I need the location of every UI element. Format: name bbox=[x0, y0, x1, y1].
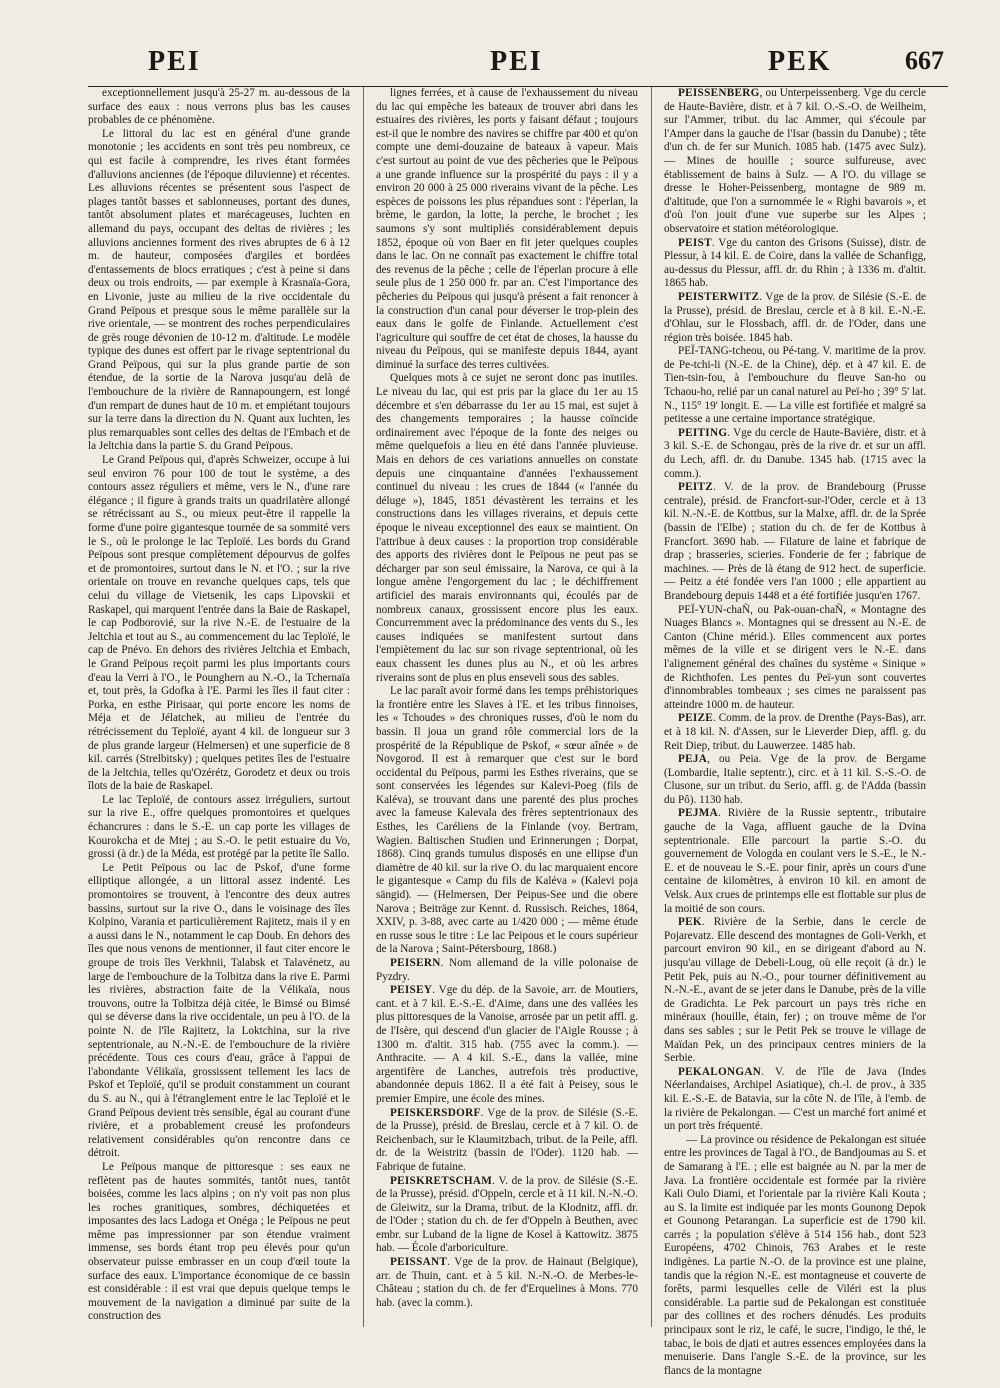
entry-peisern: PEISERN. Nom allemand de la ville polonaise de Pyzdry. bbox=[376, 957, 638, 983]
entry-headword: PEIZE bbox=[678, 712, 714, 725]
text-column-right bbox=[664, 87, 926, 1377]
entry-peja: PEJA, ou Peia. Vge de la prov. de Bergame (Lombardie, Italie septentr.), circ. et à 11 kil. S.-S.-O. de Clusone, sur un tribut. du Serio, affl. g. de l'Adda (bassin du Pô). 1130 hab. bbox=[664, 753, 926, 806]
entry-peisey: PEISEY. Vge du dép. de la Savoie, arr. de Moutiers, cant. et à 7 kil. E.-S.-E. d'Aime, dans une des vallées les plus pittoresques de la Vanoise, arrosée par un petit affl. g. de l'Isère, qui descend d'un glacier de l'Aigle Rousse ; à 1300 m. d'altit. 315 hab. (755 avec la comm.). — Anthracite. — A 4 kil. S.-E., dans la vallée, mine argentifère de Lanches, autrefois très productive, abandonnée depuis 1862. Il a été fait à Peisey, sous le premier Empire, une école des mines. bbox=[376, 984, 638, 1105]
paragraph: Le littoral du lac est en général d'une grande monotonie ; les accidents en sont très peu nombreux, ce qui est facile à comprendre, les rives étant formées d'alluvions anciennes (de l'époque diluvienne) et récentes. Les alluvions récentes se présentent sous l'aspect de plages tantôt basses et sablonneuses, portant des dunes, tantôt absolument plates et marécageuses, luchten en allemand du pays, occupant des deltas de rivières ; les alluvions anciennes forment des rives abruptes de 6 à 12 m. de hauteur, composées d'argiles et bordées d'entassements de blocs erratiques ; c'est à peine si dans deux ou trois endroits, — par exemple à Krasnaïa-Gora, en Livonie, juste au milieu de la rive occidentale du Grand Peïpous et presque sous le même parallèle sur la rive orientale, — se montrent des roches perpendiculaires de grès rouge dévonien de 10-12 m. d'altitude. Le modèle typique des dunes est offert par le rivage septentrional du Grand Peïpous, qui sur la plus grande partie de son étendue, de la sortie de la Narova jusqu'au delà de l'embouchure de la rivière de Rannapoungern, est longé d'un rempart de dunes haut de 10 m. et empiétant toujours sur la terre dans la direction du N. Quant aux luchten, les plus remarquables sont celles des deltas de l'Embach et de la Jeltchia dans la partie S. du Grand Peïpous. bbox=[88, 127, 350, 453]
entry-headword: PEJMA bbox=[678, 807, 719, 820]
paragraph: Le lac Teploïé, de contours assez irréguliers, surtout sur la rive E., offre quelques promontoires et quelques échancrures : dans le S.-E. un cap porte les villages de Kourokcha et de Mtej ; au S.-O. le petit estuaire du Vo, grossi (à dr.) de la Méda, est protégé par la petite île Sallo. bbox=[88, 793, 350, 861]
text-column-middle bbox=[376, 87, 638, 1327]
running-head-left: PEI bbox=[148, 46, 201, 77]
entry-peitz: PEITZ. V. de la prov. de Brandebourg (Prusse centrale), présid. de Francfort-sur-l'Oder, cercle et à 13 kil. N.-N.-E. de Kottbus, sur la Malxe, affl. dr. de la Sprée (bassin de l'Elbe) ; station du ch. de fer de Kottbus à Francfort. 3690 hab. — Filature de laine et fabrique de drap ; brasseries, scieries. Fonderie de fer ; fabrique de machines. — Près de là étang de 912 hect. de superficie. — Peitz a été fondée vers l'an 1000 ; elle appartient au Brandebourg depuis 1448 et a été fortifiée jusqu'en 1767. bbox=[664, 481, 926, 602]
entry-peist: PEIST. Vge du canton des Grisons (Suisse), distr. de Plessur, à 14 kil. E. de Coire, dans la vallée de Schanfigg, au-dessus du Plessur, affl. dr. du Rhin ; à 1336 m. d'altit. 1865 hab. bbox=[664, 236, 926, 290]
entry-headword: PEJA bbox=[678, 753, 708, 766]
entry-headword: PEISEY bbox=[390, 984, 433, 997]
running-head-center: PEI bbox=[490, 46, 543, 77]
entry-pekalongan-province: — La province ou résidence de Pekalongan est située entre les provinces de Tagal à l'O., de Bandjoumas au S. et de Samarang à l'E. ; elle est baignée au N. par la mer de Java. La frontière occidentale est formée par la rivière Kali Oulo Diami, et l'orientale par la rivière Kali Kouta ; au S. la limite est indiquée par les monts Gounong Depok et Gounong Petarangan. La superficie est de 1790 kil. carrés ; la population s'élève à 514 156 hab., dont 523 Européens, 4702 Chinois, 763 Arabes et le reste indigènes. La partie N.-O. de la province est une plaine, tandis que la région N.-E. est montagneuse et couverte de forêts, parmi lesquelles celle de Viléri est la plus considérable. La partie sud de Pekalongan est constituée par des collines et des rochers dénudés. Les produits principaux sont le riz, le café, le sucre, l'indigo, le thé, le tabac, le bois de djati et autres essences employées dans la menuiserie. Dans l'angle S.-E. de la province, sur les flancs de la montagne bbox=[664, 1133, 926, 1377]
entry-peiting: PEITING. Vge du cercle de Haute-Bavière, distr. et à 3 kil. S.-E. de Schongau, près de la rive dr. et sur un affl. du Lech, affl. dr. du Danube. 1345 hab. (1715 avec la comm.). bbox=[664, 426, 926, 480]
entry-headword: PEITZ bbox=[678, 481, 714, 494]
paragraph: Le Peïpous manque de pittoresque : ses eaux ne reflètent pas de hautes sommités, tantôt nues, tantôt boisées, comme les lacs alpins ; on n'y voit pas non plus les roches granitiques, sombres, déchiquetées et imposantes des lacs Ladoga et Onéga ; le Peïpous ne peut même pas impressionner par son étendue vraiment immense, ses bords étant trop peu élevés pour qu'un observateur puisse embrasser en un coup d'œil toute la surface des eaux. L'importance économique de ce bassin est considérable : il est vrai que depuis quelque temps le mouvement de la navigation a diminué par suite de la construction des bbox=[88, 1160, 350, 1323]
entry-headword: PEK bbox=[678, 916, 702, 929]
entry-peiskersdorf: PEISKERSDORF. Vge de la prov. de Silésie (S.-E. de la Prusse), présid. de Breslau, cercle et à 7 kil. O. de Reichenbach, sur le Klaumitzbach, tribut. de la Peile, affl. dr. de la Weistritz (bassin de l'Oder). 1120 hab. — Fabrique de futaine. bbox=[376, 1106, 638, 1173]
paragraph: exceptionnellement jusqu'à 25-27 m. au-dessous de la surface des eaux : nous verrons plus bas les causes probables de ce phénomène. bbox=[88, 87, 350, 127]
column-divider bbox=[651, 87, 652, 1327]
entry-pek: PEK. Rivière de la Serbie, dans le cercle de Pojarevatz. Elle descend des montagnes de Goli-Verkh, et parcourt environ 90 kil., en se dirigeant d'abord au N. jusqu'au village de Debeli-Loug, où elle reçoit (à dr.) le Petit Pek, puis au N.-O., pour tourner définitivement au N.-N.-E., avant de se jeter dans le Danube, près de la ville de Gradichta. Le Pek parcourt un pays très riche en minéraux (houille, étain, fer) ; on trouve même de l'or dans ses sables ; sur le Petit Pek se trouve le village de Maïdan Pek, un des principaux centres miniers de la Serbie. bbox=[664, 916, 926, 1065]
entry-headword: PEISERN bbox=[390, 957, 441, 969]
paragraph: Le Grand Peïpous qui, d'après Schweizer, occupe à lui seul environ 76 pour 100 de tout le système, a des contours assez réguliers et même, vers le N., d'une rare élégance ; il figure à grands traits un quadrilatère allongé se rétrécissant au S., ou mieux peut-être il rappelle la forme d'une poire gigantesque tournée de sa sommité vers le S., où le prolonge le lac Teploïé. Les bords du Grand Peïpous sont presque complètement dépourvus de golfes et de promontoires, surtout dans le N. et l'O. ; sur la rive orientale on trouve en revanche quelques caps, tels que celui du village de Vietsenik, les caps Lipovskii et Raskapel, qui marquent l'entrée dans la Baie de Raskapel, le cap Podborovié, sur la rive N.-E. de l'estuaire de la Jeltchia et tout au S., au commencement du lac Teploïé, le cap de Pnévo. En dehors des rivières Jeltchia et Embach, le Grand Peïpous reçoit parmi les plus importants cours d'eau la Verri à l'O., le Pounghern au N.-O., la Tchernaïa et, tout près, la Gdofka à l'E. Parmi les îles il faut citer : Porka, en esthe Pirisaar, qui porte encore les noms de Méja et de Jélatchek, au milieu de l'entrée du rétrécissement du Teploïé, ayant 4 kil. de longueur sur 3 de plus grande largeur (Helmersen) et une superficie de 8 kil. carrés (Strelbitsky) ; quelques petites îles de l'estuaire de la Jeltchia, telles qu'Ozérétz, Gorodetz et deux ou trois îlots de la baie de Raskapel. bbox=[88, 454, 350, 793]
entry-headword: PEISTERWITZ bbox=[678, 290, 760, 303]
entry-headword: PEISKERSDORF bbox=[390, 1106, 481, 1119]
paragraph: Quelques mots à ce sujet ne seront donc pas inutiles. Le niveau du lac, qui est pris par la glace du 1er au 15 décembre et s'en débarrasse du 1er au 15 mai, est sujet à des changements temporaires ; la hausse coïncide ordinairement avec l'époque de la fonte des neiges ou même quelquefois a lieu en été dans l'année pluvieuse. Mais en dehors de ces variations annuelles on constate depuis une cinquantaine d'années l'exhaussement continuel du niveau : les crues de 1844 (« l'année du déluge »), 1845, 1851 dévastèrent les terrains et les constructions dans les villages riverains, et depuis cette époque le niveau exceptionnel des eaux se maintient. On l'attribue à deux causes : la proportion trop considérable des apports des rivières dont le Peïpous ne peut pas se décharger par son seul émissaire, la Narova, ce qui à la longue amène l'engorgement du lac ; le déchiffrement artificiel des marais environnants qui, écoulés par de nombreux canaux, grossissent encore plus les eaux. Concurremment avec la prédominance des vents du S., les causes indiquées se manifestent surtout dans l'empiètement du lac sur son rivage septentrional, où les eaux chassent les dunes plus au N., et où les arbres riverains sont de plus en plus enseveli sous des sables. bbox=[376, 372, 638, 684]
entry-pekalongan: PEKALONGAN. V. de l'île de Java (Indes Néerlandaises, Archipel Asiatique), ch.-l. de prov., à 335 kil. E.-S.-E. de Batavia, sur la côte N. de l'île, à l'emb. de la rivière de Pekalongan. — C'est un marché fort animé et un port très fréquenté. bbox=[664, 1065, 926, 1133]
entry-peiskretscham: PEISKRETSCHAM. V. de la prov. de Silésie (S.-E. de la Prusse), présid. d'Oppeln, cercle et à 11 kil. N.-N.-O. de Gleiwitz, sur la Drama, tribut. de la Klodnitz, affl. dr. de l'Oder ; station du ch. de fer d'Oppeln à Beuthen, avec embr. sur Luband de la ligne de Kosel à Kattowitz. 3875 hab. — École d'arboriculture. bbox=[376, 1174, 638, 1255]
page-number: 667 bbox=[905, 46, 944, 75]
entry-headword: PEISKRETSCHAM bbox=[390, 1174, 493, 1187]
paragraph: lignes ferrées, et à cause de l'exhaussement du niveau du lac qui empêche les bateaux de trouver abri dans les estuaires des rivières, les ports y faisant défaut ; toujours est-il que le nombre des navires se chiffre par 400 et qu'on compte une demi-douzaine de bateaux à vapeur. Mais c'est surtout au point de vue des pêcheries que le Peïpous a une grande influence sur la prospérité du pays : il y a environ 20 000 à 25 000 riverains vivant de la pêche. Les espèces de poissons les plus répandues sont : l'éperlan, la brème, le gardon, la lotte, la perche, le brochet ; les saumons s'y sont multipliés considérablement depuis 1852, époque où von Baer en fit jeter quelques couples dans le lac. On ne connaît pas exactement le chiffre total des revenus de la pêche ; celle de l'éperlan procure à elle seule plus de 1 250 000 fr. par an. C'est l'importance des pêcheries du Peïpous qui jusqu'à présent a fait renoncer à la construction d'un canal pour déverser le trop-plein des eaux dans le golfe de Finlande. Actuellement c'est l'agriculture qui souffre de cet état de choses, la hausse du niveau du Peïpous, qui se manifeste depuis 1844, ayant diminué la surface des terres cultivées. bbox=[376, 87, 638, 371]
entry-pejma: PEJMA. Rivière de la Russie septentr., tributaire gauche de la Vaga, affluent gauche de la Dvina septentrionale. Elle parcourt la partie S.-O. du gouvernement de Vologda en coulant vers le S.-E., le N.-E. et de nouveau le S.-E. pour finir, après un cours d'une centaine de kilomètres, à environ 10 kil. en amont de Velsk. Aux crues de printemps elle est flottable sur plus de la moitié de son cours. bbox=[664, 807, 926, 915]
entry-peissenberg: PEISSENBERG, ou Unterpeissenberg. Vge du cercle de Haute-Bavière, distr. et à 7 kil. O.-S.-O. de Weilheim, sur l'Ammer, tribut. du lac Ammer, qui s'écoule par l'Amper dans la gauche de l'Isar (bassin du Danube) ; tête d'un ch. de fer sur Munich. 1085 hab. (1475 avec Sulz). — Mines de houille ; source sulfureuse, avec établissement de bains à Sulz. — A l'O. du village se dresse le Hoher-Peissenberg, montagne de 989 m. d'altitude, que l'on a surnommée le « Righi bavarois », et d'où l'on jouit d'une vue superbe sur les Alpes ; observatoire et station météorologique. bbox=[664, 87, 926, 235]
running-head-right: PEK bbox=[768, 46, 832, 77]
entry-headword: PEIST bbox=[678, 236, 712, 249]
entry-peisterwitz: PEISTERWITZ. Vge de la prov. de Silésie (S.-E. de la Prusse), présid. de Breslau, cercle et à 8 kil. E.-N.-E. d'Ohlau, sur le Flossbach, affl. dr. de l'Oder, dans une région très boisée. 1845 hab. bbox=[664, 290, 926, 344]
entry-headword: PEITING bbox=[678, 426, 728, 439]
entry-headword: PEISSENBERG bbox=[678, 87, 760, 99]
text-column-left bbox=[88, 87, 350, 1327]
entry-peize: PEIZE. Comm. de la prov. de Drenthe (Pays-Bas), arr. et à 18 kil. N. d'Assen, sur le Lieverder Diep, affl. g. du Reit Diep, tribut. du Lauwerzee. 1485 hab. bbox=[664, 712, 926, 752]
paragraph: Le Petit Peïpous ou lac de Pskof, d'une forme elliptique allongée, a un littoral assez indenté. Les promontoires se trouvent, à l'encontre des deux autres bassins, surtout sur la rive O., dans le voisinage des îles Kolpino, Varania et particulièrement Rajitetz, mais il y en a aussi dans le N., notamment le cap Doub. En dehors des îles que nous venons de mentionner, il faut citer encore le groupe de trois îles Verkhnii, Talabsk et Talavénetz, au large de l'embouchure de la Tolbitza dans la rive E. Parmi les rivières, abstraction faite de la Vélikaïa, nous trouvons, outre la Tolbitza déjà citée, le Bimsé ou Bimsé qui se déverse dans la rive occidentale, un peu à l'O. de la pointe N. de l'île Rajitetz, la Loktchina, sur la rive septentrionale, au N.-N.-E. de l'embouchure de la rivière précédente. Tous ces cours d'eau, grâce à l'appui de l'abondante Vélikaïa, grossissent tellement les lacs de Pskof et Teploïé, qu'il se produit constamment un courant du S. au N., qui à l'étranglement entre le lac Teploïé et le Grand Peïpous devient très sensible, égal au courant d'une rivière, et a probablement creusé les profondeurs relativement considérables qu'on rencontre dans ce détroit. bbox=[88, 861, 350, 1160]
entry-peissant: PEISSANT. Vge de la prov. de Hainaut (Belgique), arr. de Thuin, cant. et à 5 kil. N.-N.-O. de Merbes-le-Château ; station du ch. de fer d'Erquelines à Mons. 770 hab. (avec la comm.). bbox=[376, 1256, 638, 1309]
entry-headword: PEISSANT bbox=[390, 1256, 448, 1269]
entry-pei-yun: PEÏ-YUN-chaÑ, ou Pak-ouan-chaÑ, « Montagne des Nuages Blancs ». Montagnes qui se dressent au N.-E. de Canton (Chine mérid.). Elles commencent aux portes mêmes de la ville et se dirigent vers le N.-E. dans l'alignement général des chaînes du système « Sinique » de Richthofen. Les pentes du Peï-yun sont couvertes d'innombrables tombeaux ; ses cimes ne paraissent pas atteindre 1000 m. de hauteur. bbox=[664, 603, 926, 711]
entry-pei-tang: PEÏ-TANG-tcheou, ou Pé-tang. V. maritime de la prov. de Pe-tchi-li (N.-E. de la Chine), dép. et à 47 kil. E. de Tien-tsin-fou, à l'embouchure du fleuve San-ho ou Tchaou-ho, relié par un canal naturel au Peï-ho ; 39° 5' lat. N., 115° 19' longit. E. — La ville est fortifiée et malgré sa petitesse a une certaine importance stratégique. bbox=[664, 345, 926, 426]
column-divider bbox=[363, 87, 364, 1327]
entry-headword: PEKALONGAN bbox=[678, 1065, 762, 1078]
running-header bbox=[88, 46, 948, 87]
paragraph: Le lac paraît avoir formé dans les temps préhistoriques la frontière entre les Slaves à l'E. et les tribus finnoises, les « Tchoudes » des chroniques russes, d'où le nom du bassin. Il joua un grand rôle commercial lors de la prospérité de la République de Pskof, « sœur aînée » de Novgorod. Il est à remarquer que c'est sur le bord occidental du Peïpous, parmi les Esthes riverains, que se sont conservées les légendes sur Kalevi-Poeg (fils de Kaléva), se trouvant dans une parenté des plus proches avec la fameuse Kalevala des frères septentrionaux des Esthes, les Caréliens de la Finlande (voy. Bertram, Wagien. Baltischen Studien und Erinnerungen ; Dorpat, 1868). Cinq grands tumulus disposés en une ellipse d'un diamètre de 40 kil. sur la rive O. du lac marquaient encore le gigantesque « Camp du fils de Kaléva » (Kalevi poja sängid). — (Helmersen, Der Peipus-See und die obere Narova ; Beiträge zur Kennt. d. Russisch. Reiches, 1864, XXIV, p. 3-88, avec carte au 1/420 000 ; — même étude en russe sous le titre : Le lac Peipous et le cours supérieur de la Narova ; Saint-Pétersbourg, 1868.) bbox=[376, 685, 638, 956]
